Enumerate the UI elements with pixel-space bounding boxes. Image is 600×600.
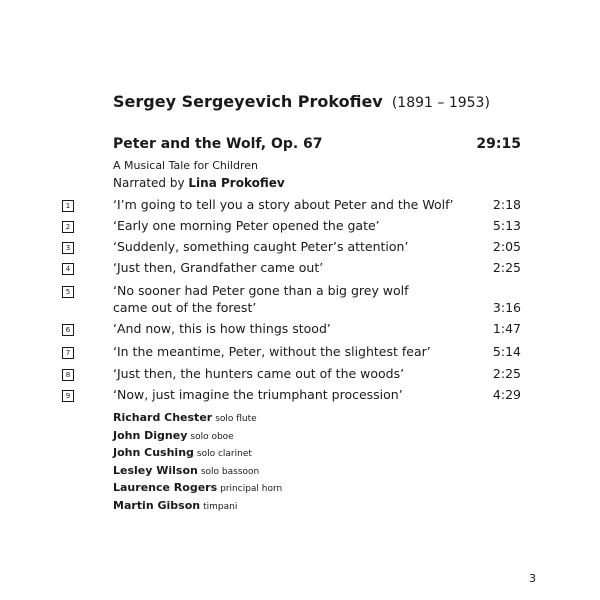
performer-entry <box>113 445 282 463</box>
track-title: ‘Just then, Grandfather came out’ <box>113 260 324 275</box>
track-title: ‘And now, this is how things stood’ <box>113 321 331 336</box>
track-number-box: 2 <box>62 221 74 233</box>
performers-list <box>113 410 282 515</box>
track-title: ‘No sooner had Peter gone than a big grey wolf came out of the forest’ <box>113 283 409 315</box>
work-total-duration: 29:15 <box>476 136 521 152</box>
track-number-box: 9 <box>62 390 74 402</box>
track-number-box: 4 <box>62 263 74 275</box>
performer-entry <box>113 498 282 516</box>
performer-name: Lesley Wilson <box>113 463 198 477</box>
track-duration: 1:47 <box>492 321 521 336</box>
performer-role: principal horn <box>220 484 283 494</box>
composer-heading <box>113 92 490 111</box>
track-title: ‘In the meantime, Peter, without the slightest fear’ <box>113 344 431 359</box>
performer-name: John Digney <box>113 428 188 442</box>
performer-entry <box>113 463 282 481</box>
work-title: Peter and the Wolf, Op. 67 <box>113 136 323 152</box>
narrated-by-line <box>113 176 285 190</box>
track-duration: 2:05 <box>492 239 521 254</box>
page-number: 3 <box>529 572 536 585</box>
track-duration: 2:18 <box>492 197 521 212</box>
track-title: ‘Early one morning Peter opened the gate’ <box>113 218 380 233</box>
track-duration: 5:13 <box>492 218 521 233</box>
performer-role: solo clarinet <box>196 449 252 459</box>
track-title: ‘Suddenly, something caught Peter’s attention’ <box>113 239 409 254</box>
track-duration: 3:16 <box>492 300 521 315</box>
narrator-name: Lina Prokofiev <box>188 176 285 190</box>
track-title: ‘Now, just imagine the triumphant procession’ <box>113 387 403 402</box>
performer-name: Laurence Rogers <box>113 481 218 494</box>
track-number-box: 7 <box>62 347 74 359</box>
track-number-box: 5 <box>62 286 74 298</box>
track-duration: 5:14 <box>492 344 521 359</box>
performer-entry <box>113 410 282 428</box>
track-title: ‘I’m going to tell you a story about Peter and the Wolf’ <box>113 197 454 212</box>
track-duration: 2:25 <box>492 260 521 275</box>
track-duration: 4:29 <box>492 387 521 402</box>
track-title: ‘Just then, the hunters came out of the woods’ <box>113 366 405 381</box>
performer-role: solo oboe <box>190 431 234 442</box>
composer-name: Sergey Sergeyevich Prokofiev <box>113 92 383 111</box>
performer-entry <box>113 480 282 498</box>
performer-name: Martin Gibson <box>113 498 201 512</box>
composer-dates: (1891 – 1953) <box>391 95 490 111</box>
track-number-box: 1 <box>62 200 74 212</box>
performer-entry <box>113 428 282 446</box>
performer-name: Richard Chester <box>113 411 213 424</box>
performer-role: timpani <box>203 501 238 512</box>
performer-role: solo flute <box>215 414 257 424</box>
track-number-box: 6 <box>62 324 74 336</box>
performer-role: solo bassoon <box>200 466 260 477</box>
track-number-box: 8 <box>62 369 74 381</box>
performer-name: John Cushing <box>113 446 194 459</box>
work-subtitle: A Musical Tale for Children <box>113 159 258 172</box>
narrated-by-label: Narrated by <box>113 176 185 190</box>
track-number-box: 3 <box>62 242 74 254</box>
track-duration: 2:25 <box>492 366 521 381</box>
